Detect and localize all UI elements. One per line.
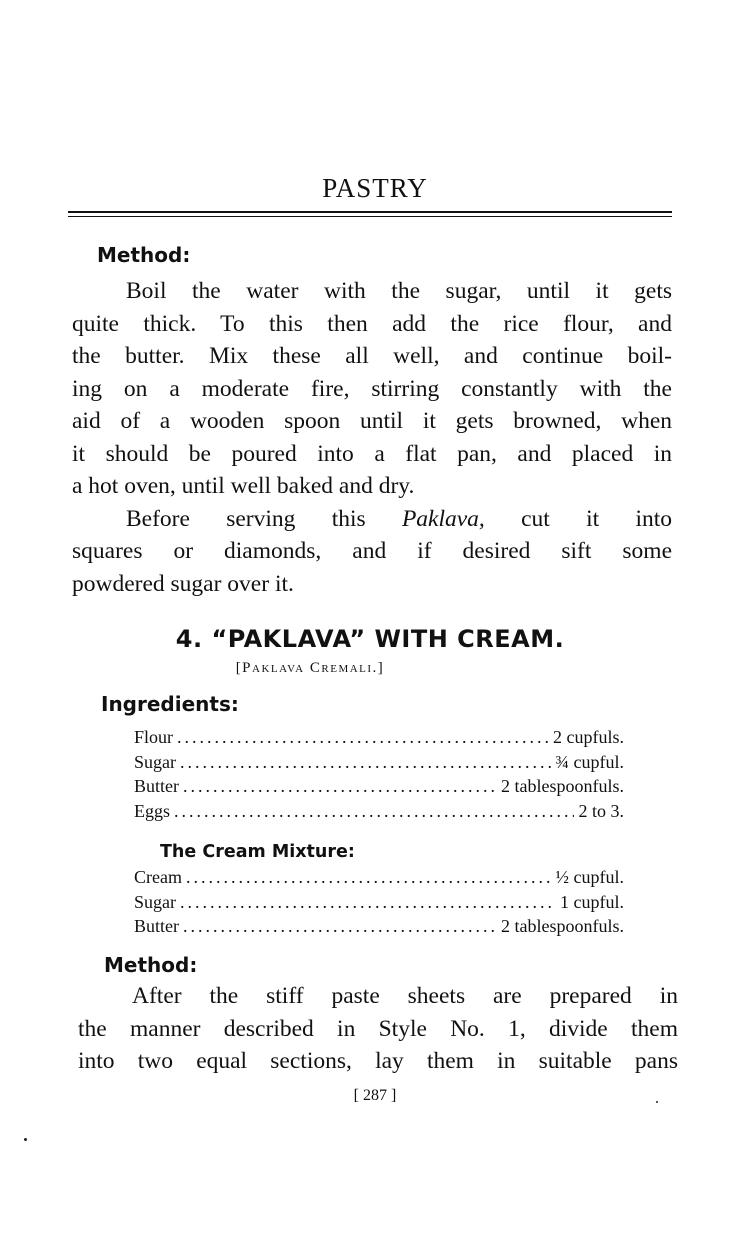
serving-line: squares or diamonds, and if desired sift some (72, 538, 672, 564)
page-number: [ 287 ] (353, 1087, 397, 1104)
ingredient-row (134, 801, 624, 826)
recipe-title: 4. “PAKLAVA” WITH CREAM. (175, 625, 565, 653)
method-line: the butter. Mix these all well, and continue boil- (72, 343, 672, 369)
ingredient-qty: 1 cupful. (560, 891, 624, 912)
ingredient-name: Eggs (134, 800, 170, 821)
leader-dots (186, 867, 552, 888)
ingredient-name: Cream (134, 867, 182, 887)
ingredients-label: Ingredients: (101, 692, 239, 716)
scan-speck (24, 1138, 27, 1141)
method-label: Method: (104, 953, 198, 977)
leader-dots (183, 776, 497, 797)
method-line: into two equal sections, lay them in suitable pans (78, 1048, 678, 1074)
leader-dots (180, 892, 556, 913)
running-head: PASTRY (322, 173, 428, 203)
ingredient-qty: 2 cupfuls. (553, 727, 624, 747)
ingredient-name: Sugar (134, 751, 176, 772)
method-label: Method: (97, 243, 191, 267)
ingredient-row (134, 776, 624, 801)
leader-dots (183, 916, 497, 937)
method-line: quite thick. To this then add the rice flour, and (72, 310, 672, 337)
cream-ingredients-list (134, 867, 624, 941)
ingredients-list (134, 727, 624, 825)
serving-line (72, 503, 672, 536)
ingredient-row (134, 867, 624, 892)
method-line: After the stiff paste sheets are prepared in (132, 983, 678, 1009)
recipe-subtitle: [Paklava Cremali.] (235, 660, 385, 676)
method-text (78, 980, 678, 1078)
leader-dots (174, 801, 574, 822)
leader-dots (180, 752, 552, 773)
ingredient-name: Sugar (134, 891, 176, 912)
scan-speck (656, 1101, 658, 1103)
paklava-italic: Paklava, (401, 505, 485, 532)
method-text (72, 275, 672, 600)
header-double-rule (68, 211, 672, 220)
ingredient-row (134, 916, 624, 941)
ingredient-row (134, 752, 624, 777)
method-line: ing on a moderate fire, stirring constantly with the (72, 375, 672, 402)
method-line: the manner described in Style No. 1, divide them (78, 1015, 678, 1042)
serving-text: Before serving this (126, 505, 402, 532)
ingredient-qty: 2 tablespoonfuls. (501, 916, 624, 936)
serving-text: cut it into (484, 505, 672, 532)
leader-dots (177, 727, 549, 748)
ingredient-name: Butter (134, 776, 179, 796)
cream-mixture-label: The Cream Mixture: (160, 842, 355, 862)
method-line: a hot oven, until well baked and dry. (72, 473, 415, 499)
ingredient-qty: 2 to 3. (578, 800, 624, 821)
ingredient-qty: ¾ cupful. (555, 751, 624, 772)
ingredient-qty: 2 tablespoonfuls. (501, 776, 624, 796)
serving-line: powdered sugar over it. (72, 570, 294, 597)
ingredient-row (134, 892, 624, 917)
ingredient-qty: ½ cupful. (555, 867, 624, 887)
ingredient-row (134, 727, 624, 752)
method-line: Boil the water with the sugar, until it gets (126, 278, 672, 304)
ingredient-name: Flour (134, 727, 174, 747)
method-line: it should be poured into a flat pan, and placed in (72, 440, 672, 467)
method-line: aid of a wooden spoon until it gets browned, when (72, 408, 672, 434)
ingredient-name: Butter (134, 916, 179, 936)
